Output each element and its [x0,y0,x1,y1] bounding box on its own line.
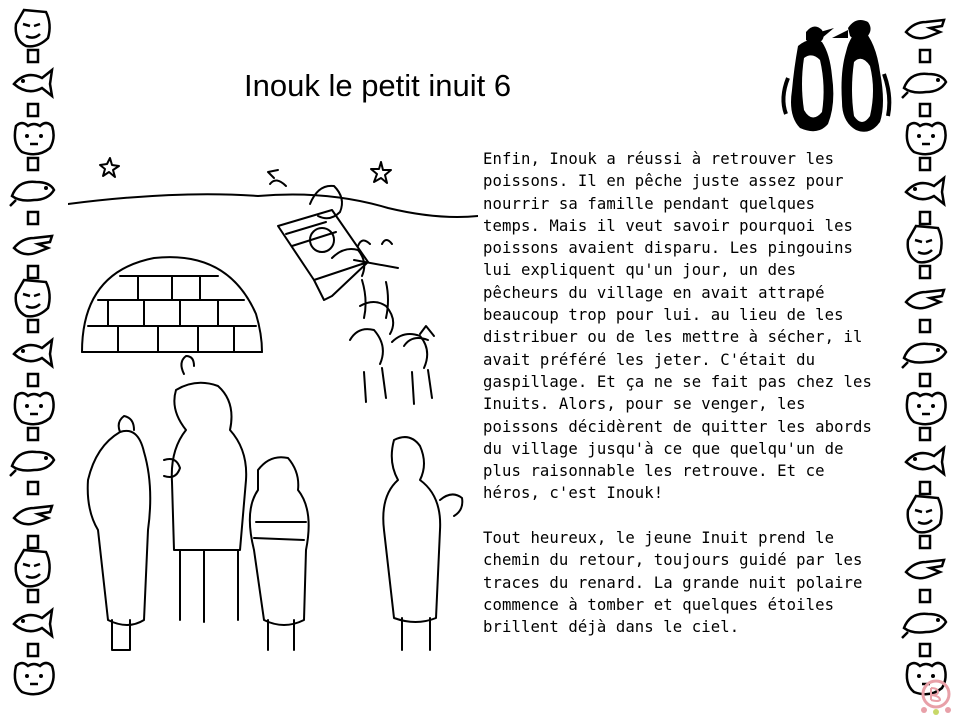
fish-icon [906,178,944,204]
fish-icon [14,610,52,636]
border-connector [920,320,930,332]
border-connector [920,266,930,278]
story-paragraph-1: Enfin, Inouk a réussi à retrouver les poissons. Il en pêche juste assez pour nourrir sa famille pendant quelques temps. Mais il veut savoir pourquoi les poissons avaient disparu. Les pingouins lui expliquent qu'un jour, un des pêcheurs du village en avait attrapé beaucoup trop pour lui. au lieu de les distribuer ou de les mettre à sécher, il avait préféré les jeter. C'était du gaspillage. Et ça ne se fait pas chez les Inuits. Alors, pour se venger, les poissons décidèrent de quitter les abords du village jusqu'à ce que quelqu'un de plus raisonnable les retrouve. Et ce héros, c'est Inouk! [483,150,873,503]
hand-icon [906,290,944,308]
face-icon [16,280,50,316]
border-connector [28,536,38,548]
border-connector [28,428,38,440]
border-connector [920,482,930,494]
bear-face-icon [15,123,54,154]
border-connector [28,158,38,170]
bear-face-icon [15,663,54,694]
fish-icon [14,340,52,366]
border-connector [920,644,930,656]
border-connector [920,104,930,116]
border-connector [28,50,38,62]
story-paragraph-2: Tout heureux, le jeune Inuit prend le chemin du retour, toujours guidé par les traces du renard. La grande nuit polaire commence à tomber et quelques étoiles brillent déjà dans le ciel. [483,529,863,637]
seal-icon [902,74,946,98]
page-title: Inouk le petit inuit 6 [244,68,512,103]
face-icon [16,550,50,586]
border-connector [28,644,38,656]
face-icon [16,10,50,46]
right-border-decoration [900,0,952,720]
seal-icon [902,344,946,368]
face-icon [908,226,942,262]
border-connector [28,482,38,494]
hand-icon [906,20,944,38]
penguins-icon [776,12,896,136]
bear-face-icon [15,393,54,424]
left-border-decoration [8,0,60,720]
logo-icon [916,676,956,716]
border-connector [920,50,930,62]
seal-icon [902,614,946,638]
border-connector [920,590,930,602]
fish-icon [906,448,944,474]
seal-icon [10,182,54,206]
border-connector [920,212,930,224]
border-connector [920,374,930,386]
hand-icon [14,236,52,254]
igloo-scene-icon [68,150,478,720]
border-connector [28,590,38,602]
bear-face-icon [907,123,946,154]
border-connector [920,158,930,170]
border-connector [28,266,38,278]
border-connector [28,374,38,386]
story-text [483,148,878,720]
border-connector [28,104,38,116]
hand-icon [14,506,52,524]
border-connector [28,212,38,224]
face-icon [908,496,942,532]
seal-icon [10,452,54,476]
border-connector [28,320,38,332]
border-connector [920,536,930,548]
border-connector [920,428,930,440]
hand-icon [906,560,944,578]
fish-icon [14,70,52,96]
bear-face-icon [907,393,946,424]
